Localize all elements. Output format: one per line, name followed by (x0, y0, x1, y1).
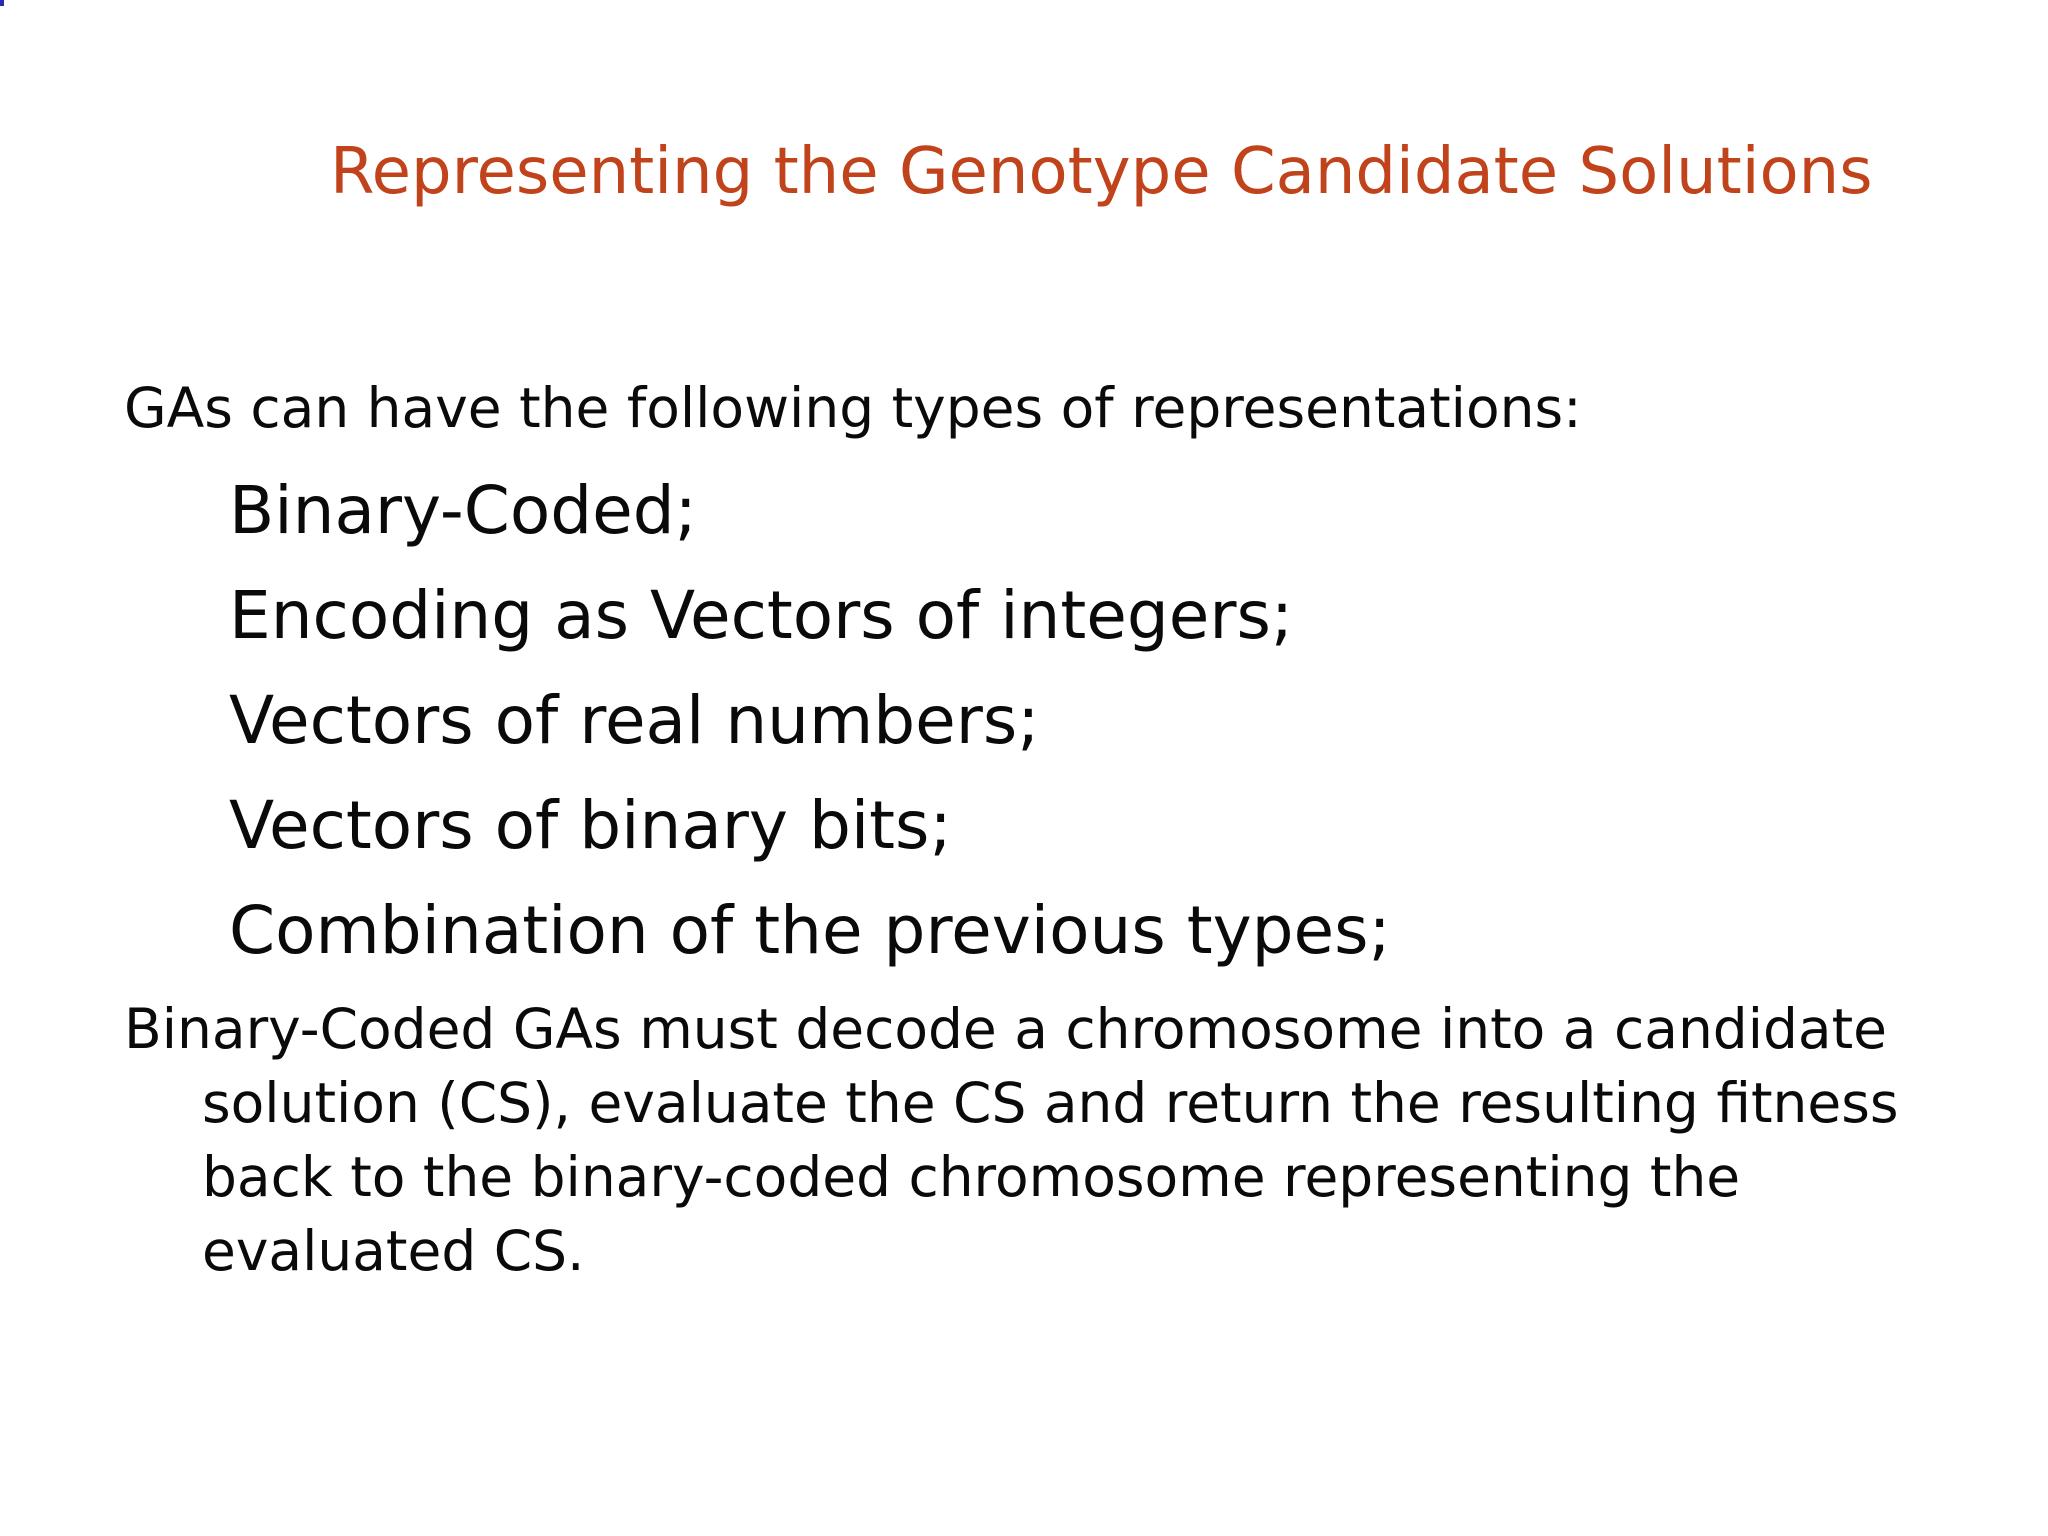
paragraph-line: Binary-Coded GAs must decode a chromosome into a candidate (124, 997, 1888, 1061)
paragraph-line: evaluated CS. (202, 1219, 585, 1283)
list-item: Vectors of binary bits; (229, 787, 952, 864)
intro-text: GAs can have the following types of representations: (124, 376, 1582, 440)
paragraph-line: solution (CS), evaluate the CS and return the resulting fitness (202, 1071, 1899, 1135)
list-item: Encoding as Vectors of integers; (229, 577, 1294, 654)
list-item: Vectors of real numbers; (229, 682, 1040, 759)
representation-types-list (229, 458, 1391, 983)
binary-coded-paragraph (124, 992, 1984, 1288)
corner-mark (0, 0, 4, 6)
slide-title: Representing the Genotype Candidate Solutions (330, 135, 1873, 209)
list-item: Combination of the previous types; (229, 892, 1391, 969)
list-item: Binary-Coded; (229, 472, 697, 549)
paragraph-line: back to the binary-coded chromosome representing the (202, 1145, 1741, 1209)
